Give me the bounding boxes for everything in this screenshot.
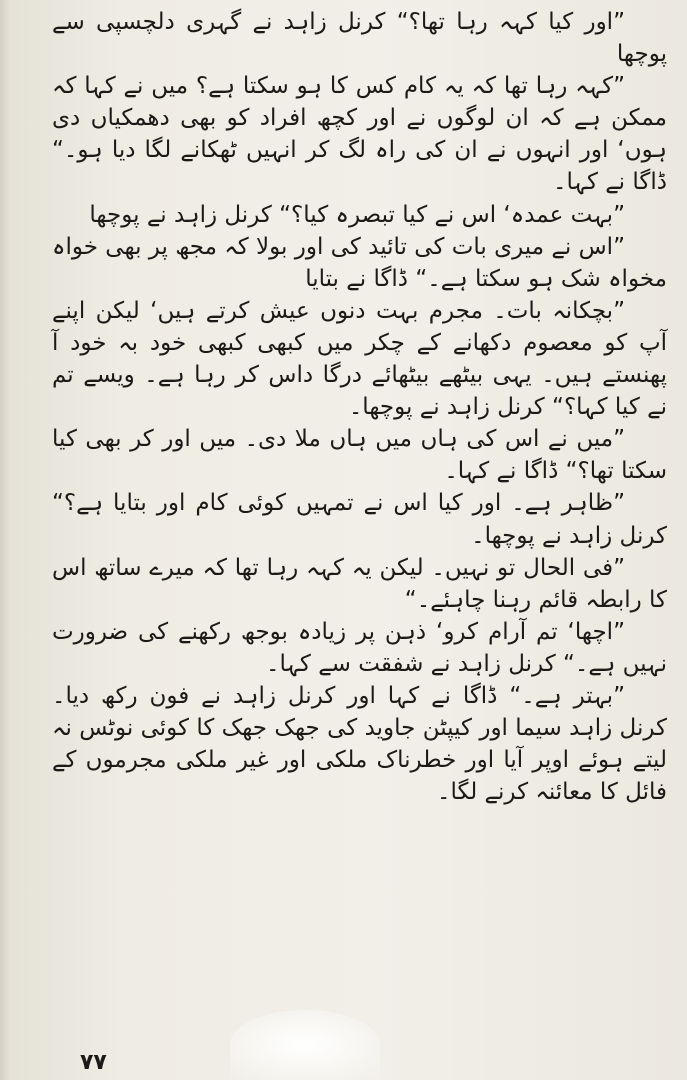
page-text bbox=[52, 6, 667, 808]
paragraph-2: ”کہہ رہا تھا کہ یہ کام کس کا ہو سکتا ہے؟ میں نے کہا کہ ممکن ہے کہ ان لوگوں نے اور کچھ افراد کو بھی دھمکیاں دی ہوں‘ اور انہوں نے ان کی راہ لگ کر انہیں ٹھکانے لگا دیا ہو۔“ ڈاگا نے کہا۔ bbox=[52, 73, 667, 196]
paragraph-5: ”بچکانہ بات۔ مجرم بہت دنوں عیش کرتے ہیں‘ لیکن اپنے آپ کو معصوم دکھانے کے چکر میں کبھی کبھی خود بہ خود آ پھنستے ہیں۔ یہی بیٹھے بیٹھائے درگا داس کر رہا ہے۔ ویسے تم نے کیا کہا؟“ کرنل زاہد نے پوچھا۔ bbox=[52, 297, 667, 421]
paragraph-1: ”اور کیا کہہ رہا تھا؟“ کرنل زاہد نے گہری دلچسپی سے پوچھا bbox=[52, 9, 667, 68]
paper-stain bbox=[230, 1010, 380, 1080]
paragraph-9: ”اچھا‘ تم آرام کرو‘ ذہن پر زیادہ بوجھ رکھنے کی ضرورت نہیں ہے۔“ کرنل زاہد نے شفقت سے کہا۔ bbox=[52, 618, 667, 677]
paragraph-6: ”میں نے اس کی ہاں میں ہاں ملا دی۔ میں اور کر بھی کیا سکتا تھا؟“ ڈاگا نے کہا۔ bbox=[52, 426, 667, 485]
page-number: ٧٧ bbox=[80, 1050, 107, 1075]
paragraph-3: ”بہت عمدہ‘ اس نے کیا تبصرہ کیا؟“ کرنل زاہد نے پوچھا bbox=[89, 201, 625, 228]
paragraph-7: ”ظاہر ہے۔ اور کیا اس نے تمہیں کوئی کام اور بتایا ہے؟“ کرنل زاہد نے پوچھا۔ bbox=[52, 490, 667, 549]
paragraph-10: ”بہتر ہے۔“ ڈاگا نے کہا اور کرنل زاہد نے فون رکھ دیا۔ کرنل زاہد سیما اور کیپٹن جاوید کی جھک جھک کا کوئی نوٹس نہ لیتے ہوئے اوپر آیا اور خطرناک ملکی اور غیر ملکی مجرموں کے فائل کا معائنہ کرنے لگا۔ bbox=[52, 682, 667, 806]
paragraph-4: ”اس نے میری بات کی تائید کی اور بولا کہ مجھ پر بھی خواہ مخواہ شک ہو سکتا ہے۔“ ڈاگا نے بتایا bbox=[52, 233, 667, 292]
paragraph-8: ”فی الحال تو نہیں۔ لیکن یہ کہہ رہا تھا کہ میرے ساتھ اس کا رابطہ قائم رہنا چاہئے۔“ bbox=[52, 554, 667, 613]
